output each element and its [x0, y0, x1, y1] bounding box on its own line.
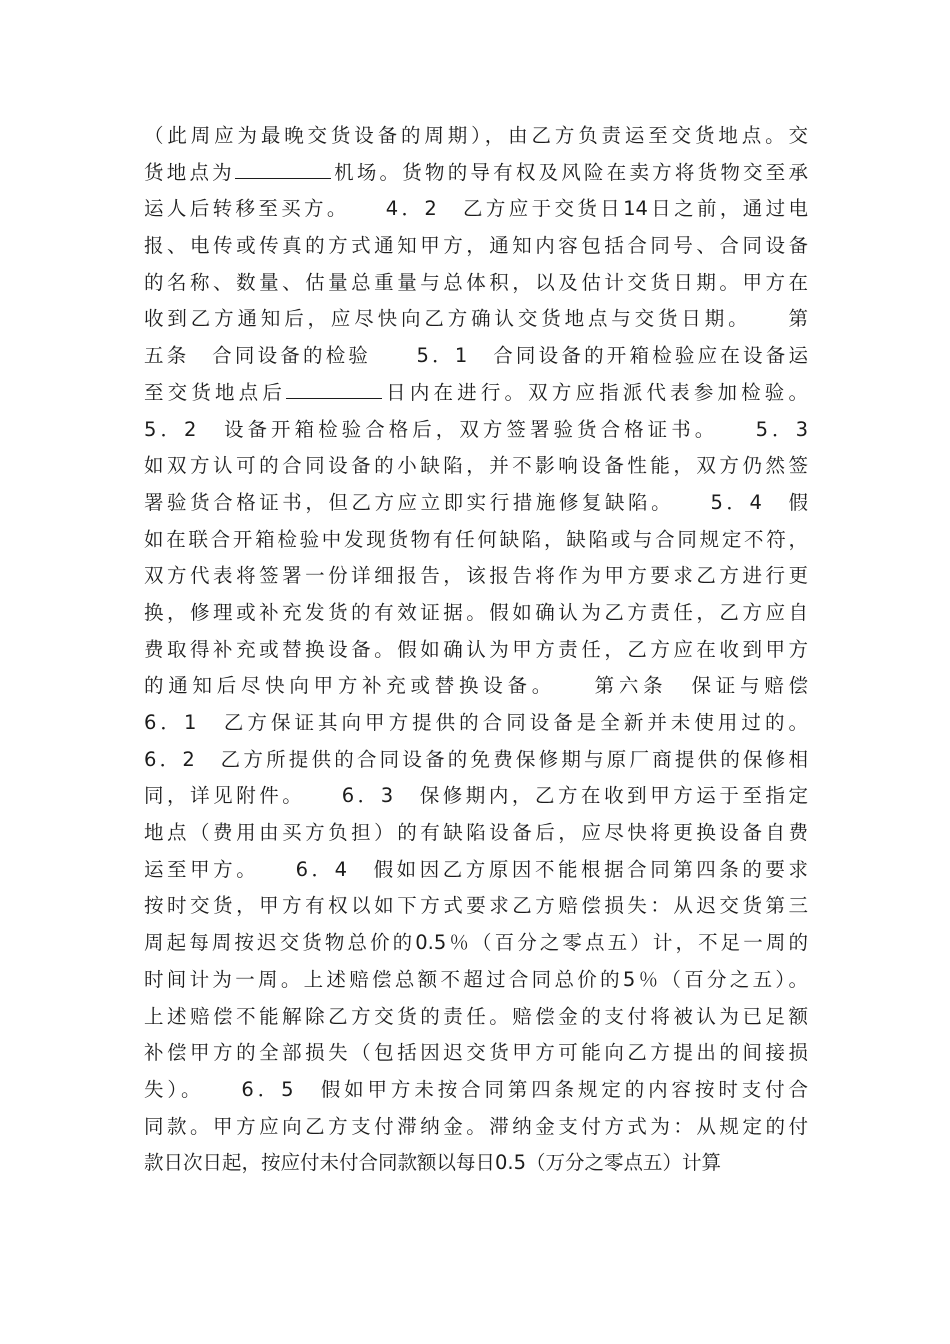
text-line: 署验货合格证书，但乙方应立即实行措施修复缺陷。 5．4 假	[144, 490, 808, 514]
text-line: 报、电传或传真的方式通知甲方，通知内容包括合同号、合同设备	[144, 234, 808, 258]
text-line: 周起每周按迟交货物总价的0.5％（百分之零点五）计，不足一周的	[144, 931, 808, 955]
text-line: 失）。 6．5 假如甲方未按合同第四条规定的内容按时支付合	[144, 1077, 808, 1101]
text-line: 补偿甲方的全部损失（包括因迟交货甲方可能向乙方提出的间接损	[144, 1041, 808, 1065]
text-line: 5．2 设备开箱检验合格后，双方签署验货合格证书。 5．3	[144, 417, 808, 441]
text-line: 五条 合同设备的检验 5．1 合同设备的开箱检验应在设备运	[144, 344, 808, 368]
text-line: 运至甲方。 6．4 假如因乙方原因不能根据合同第四条的要求	[144, 857, 808, 881]
text-line: 的通知后尽快向甲方补充或替换设备。 第六条 保证与赔偿	[144, 674, 808, 698]
text-line: 费取得补充或替换设备。假如确认为甲方责任，乙方应在收到甲方	[144, 637, 808, 661]
text-line: 双方代表将签署一份详细报告，该报告将作为甲方要求乙方进行更	[144, 564, 808, 588]
text-line: 收到乙方通知后，应尽快向乙方确认交货地点与交货日期。 第	[144, 307, 808, 331]
text-line: 6．2 乙方所提供的合同设备的免费保修期与原厂商提供的保修相	[144, 747, 808, 771]
text-line: 6．1 乙方保证其向甲方提供的合同设备是全新并未使用过的。	[144, 711, 808, 734]
text-line: （此周应为最晚交货设备的周期），由乙方负责运至交货地点。交	[144, 124, 808, 147]
text-line: 如在联合开箱检验中发现货物有任何缺陷，缺陷或与合同规定不符，	[144, 527, 808, 551]
fill-in-blank	[235, 156, 331, 179]
text-segment: 机场。货物的导有权及风险在卖方将货物交至承	[330, 160, 808, 184]
fill-in-blank	[286, 376, 382, 399]
text-segment: 至交货地点后	[144, 380, 286, 404]
text-line: 运人后转移至买方。 4．2 乙方应于交货日14日之前，通过电	[144, 197, 808, 221]
text-line: 时间计为一周。上述赔偿总额不超过合同总价的5％（百分之五）。	[144, 967, 808, 991]
contract-body-text	[144, 118, 808, 1182]
text-line: 同款。甲方应向乙方支付滞纳金。滞纳金支付方式为：从规定的付	[144, 1114, 808, 1138]
text-line: 换，修理或补充发货的有效证据。假如确认为乙方责任，乙方应自	[144, 600, 808, 624]
text-line: 地点（费用由买方负担）的有缺陷设备后，应尽快将更换设备自费	[144, 821, 808, 845]
text-line	[144, 155, 808, 192]
text-line: 的名称、数量、估量总重量与总体积，以及估计交货日期。甲方在	[144, 270, 808, 294]
text-line: 款日次日起，按应付未付合同款额以每日0.5（万分之零点五）计算	[144, 1151, 722, 1175]
text-line: 按时交货，甲方有权以如下方式要求乙方赔偿损失：从迟交货第三	[144, 894, 808, 918]
text-line: 如双方认可的合同设备的小缺陷，并不影响设备性能，双方仍然签	[144, 454, 808, 478]
text-segment: 货地点为	[144, 160, 235, 184]
text-line	[144, 375, 808, 412]
text-line: 上述赔偿不能解除乙方交货的责任。赔偿金的支付将被认为已足额	[144, 1004, 808, 1028]
text-segment: 日内在进行。双方应指派代表参加检验。	[382, 380, 808, 404]
text-line: 同，详见附件。 6．3 保修期内，乙方在收到甲方运于至指定	[144, 784, 808, 808]
